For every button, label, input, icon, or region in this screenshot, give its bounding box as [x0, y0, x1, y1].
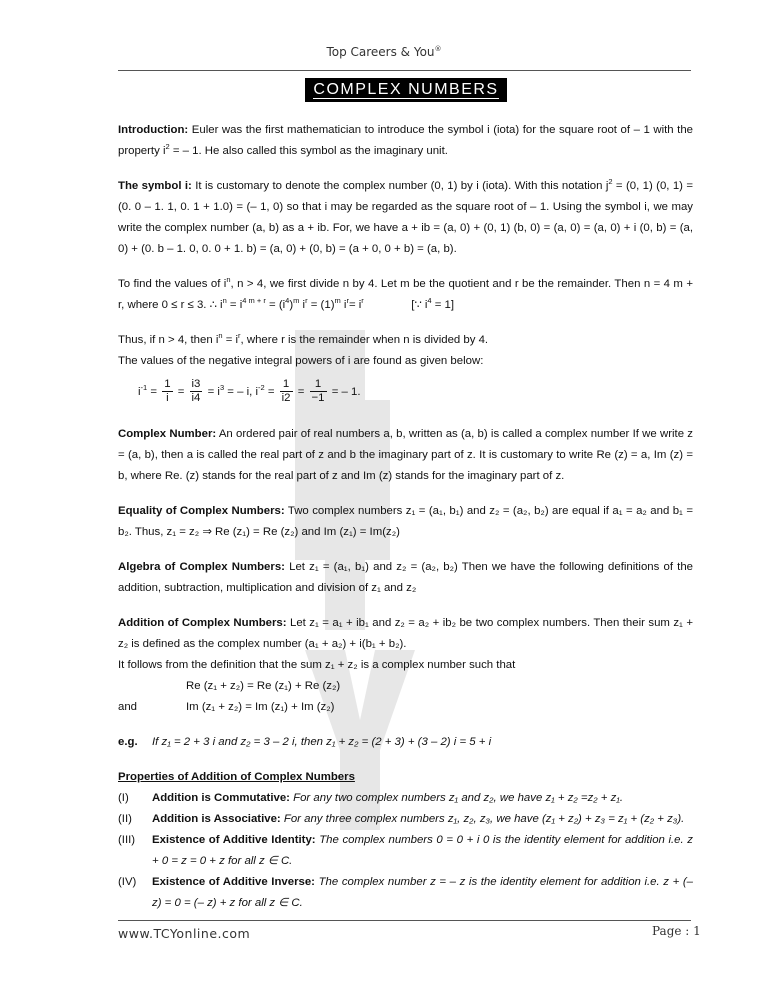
negative-powers-formula: $i^{-1}$ = $\frac{1}{i}$ = $\frac{i3}{i4}$ = $i^3$ = – i, $i^{-2}$ = $\frac{1}{i2}$ = $\frac{1}{-1}$ = – 1. — [138, 378, 361, 405]
im-equation: and Im (z₁ + z₂) = Im (z₁) + Im (z₂) — [118, 701, 335, 713]
header-rule — [118, 70, 691, 71]
registered-mark: ® — [434, 45, 442, 53]
header-brand: Top Careers & You — [326, 45, 435, 59]
fraction: $\frac{1}{-1}$ — [311, 378, 325, 405]
page-header — [0, 45, 768, 59]
page-number: Page : 1 — [652, 924, 701, 938]
property-item: (IV) Existence of Additive Inverse: The complex number z = – z is the identity element for addition i.e. z + (– z) = 0 = (– z) + z for all z ∈ C. — [118, 876, 693, 909]
fraction: $\frac{1}{i2}$ — [281, 378, 291, 405]
property-item: (I) Addition is Commutative: For any two complex numbers z₁ and z₂, we have z₁ + z₂ =z₂ + z₁. — [118, 792, 624, 804]
properties-heading: Properties of Addition of Complex Numbers — [118, 771, 355, 783]
fraction: $\frac{i3}{i4}$ — [191, 378, 201, 405]
algebra-paragraph: Algebra of Complex Numbers: Let z₁ = (a₁, b₁) and z₂ = (a₂, b₂) Then we have the following definitions of the addition, subtraction, multiplication and division of z₁ and z₂ — [118, 561, 693, 594]
footer-website-link[interactable]: www.TCYonline.com — [118, 926, 251, 941]
document-body — [118, 120, 693, 914]
re-equation: Re (z₁ + z₂) = Re (z₁) + Re (z₂) — [186, 680, 341, 692]
equality-paragraph: Equality of Complex Numbers: Two complex numbers z₁ = (a₁, b₁) and z₂ = (a₂, b₂) are equal if a₁ = a₂ and b₁ = b₂. Thus, z₁ = z₂ ⇒ Re (z₁) = Re (z₂) and Im (z₁) = Im(z₂) — [118, 505, 693, 538]
property-item: (II) Addition is Associative: For any three complex numbers z₁, z₂, z₃, we have (z₁ + z₂) + z₃ = z₁ + (z₂ + z₃). — [118, 813, 685, 825]
intro-paragraph: Introduction: Euler was the first mathematician to introduce the symbol i (iota) for the square root of – 1 with the property $i^2$ = – 1. He also called this symbol as the imaginary unit. — [118, 124, 693, 157]
example-line: e.g. If z₁ = 2 + 3 i and z₂ = 3 – 2 i, then z₁ + z₂ = (2 + 3) + (3 – 2) i = 5 + i — [118, 736, 492, 748]
negative-powers-line: The values of the negative integral powers of i are found as given below: — [118, 355, 484, 367]
values-paragraph: To find the values of $i^n$, n > 4, we first divide n by 4. Let m be the quotient and r be the remainder. Then n = 4 m + r, where 0 ≤ r ≤ 3. ∴ $i^n = i^{4 m + r} = (i^4)^m$ $i^r = (1)^m$ $i^r= i^r$ [∵ $i^4 = 1$] — [118, 275, 693, 311]
fraction: $\frac{1}{i}$ — [164, 378, 171, 405]
addition-follows: It follows from the definition that the sum z₁ + z₂ is a complex number such that — [118, 659, 516, 671]
thus-line: Thus, if n > 4, then $i^n = i^r$, where r is the remainder when n is divided by 4. — [118, 331, 489, 346]
property-item: (III) Existence of Additive Identity: The complex numbers 0 = 0 + i 0 is the identity element for addition i.e. z + 0 = z = 0 + z for all z ∈ C. — [118, 834, 693, 867]
symbol-paragraph: The symbol i: It is customary to denote the complex number (0, 1) by i (iota). With this notation $j^2 = (0$, 1) (0, 1) = (0. 0 – 1. 1, 0. 1 + 1.0) = (– 1, 0) so that i may be regarded as the square root of – 1. Using the symbol i, we may write the complex number (a, b) as a + ib. For, we have a + ib = (a, 0) + (0, 1) (b, 0) = (a, 0) = (a, 0) + i (0, b) = (a, 0) + (0. b – 1. 0, 0. 0 + 1. b) = (a, 0) + (0, b) = (a + 0, 0 + b) = (a, b). — [118, 177, 693, 255]
addition-paragraph: Addition of Complex Numbers: Let z₁ = a₁ + ib₁ and z₂ = a₂ + ib₂ be two complex numbers. Then their sum z₁ + z₂ is defined as the complex number (a₁ + a₂) + i(b₁ + b₂). — [118, 617, 693, 650]
page-title: COMPLEX NUMBERS — [305, 78, 507, 102]
footer-rule — [118, 920, 691, 921]
complex-number-paragraph: Complex Number: An ordered pair of real numbers a, b, written as (a, b) is called a complex number If we write z = (a, b), then a is called the real part of z and b the imaginary part of z. It is customary to write Re (z) = a, Im (z) = b, where Re. (z) stands for the real part of z and Im (z) stands for the imaginary part of z. — [118, 428, 693, 482]
